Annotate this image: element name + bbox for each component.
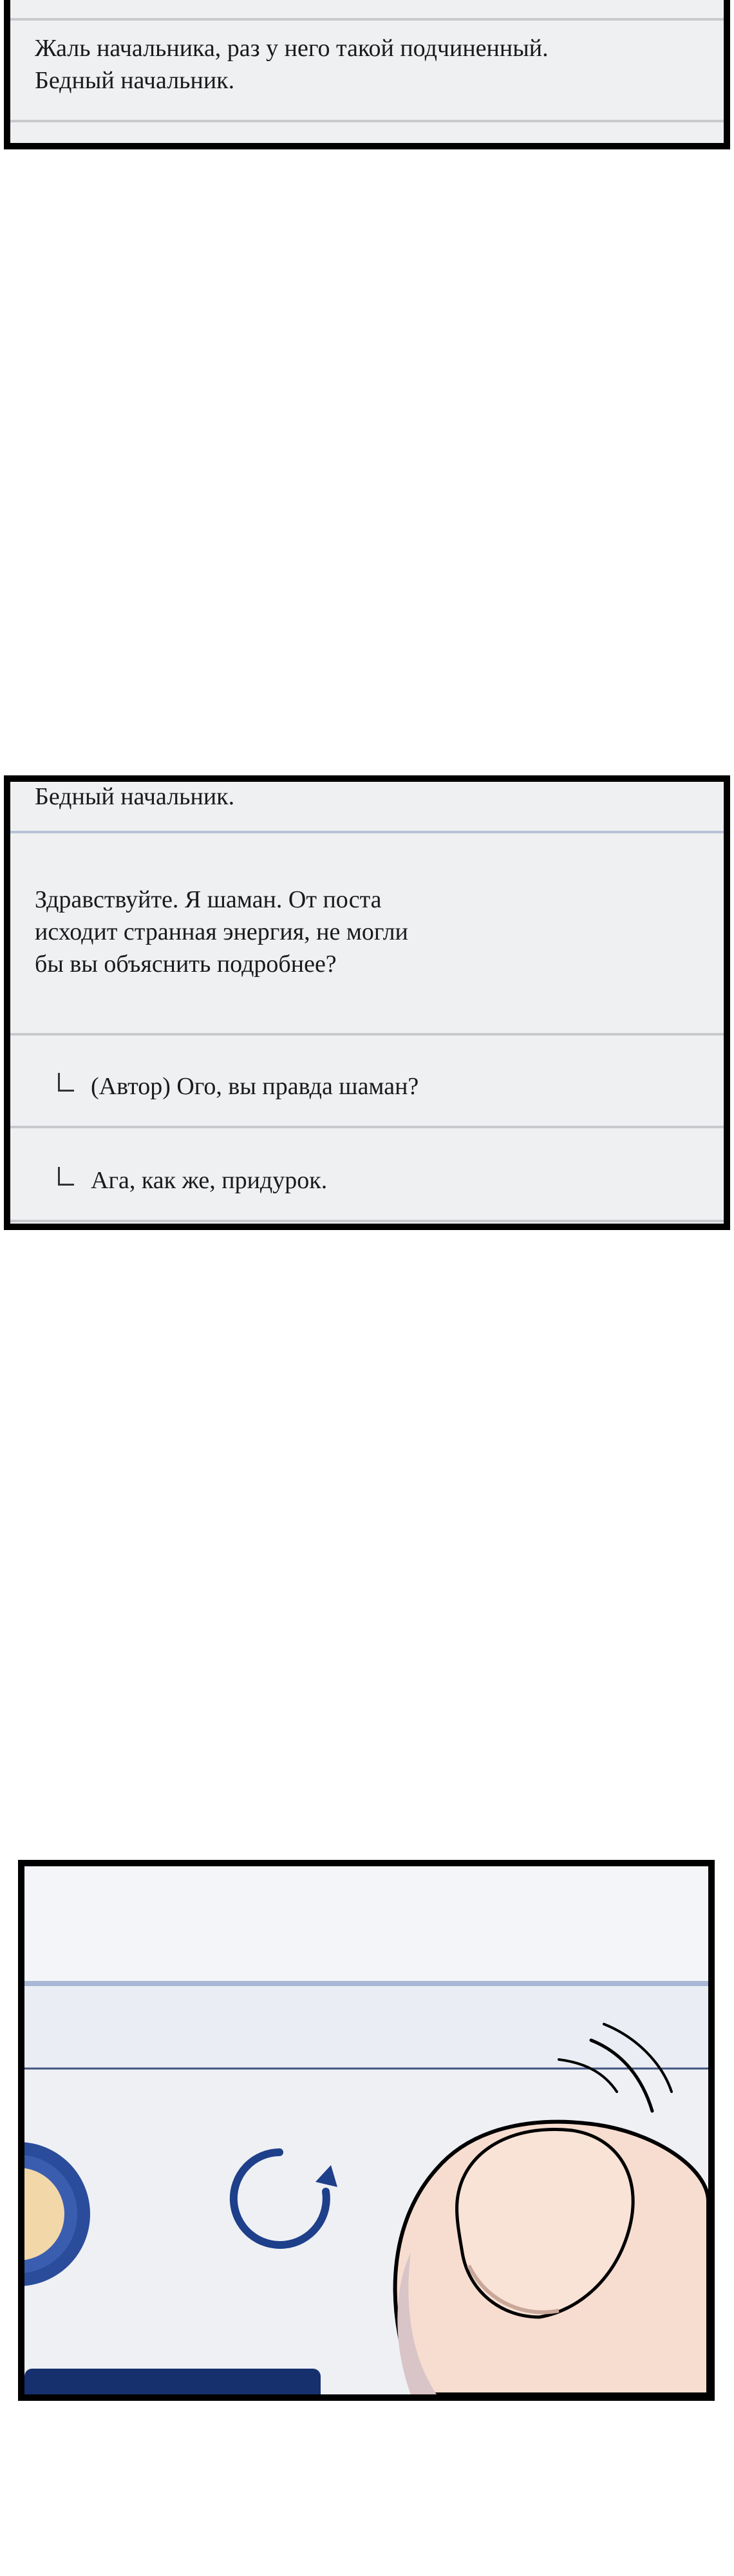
comment-separator [10,1126,724,1128]
reply-arrow-icon [58,1073,74,1092]
comment-separator [10,18,724,21]
comment-separator [10,120,724,122]
bottom-button [24,2369,321,2394]
reply-item [58,1164,327,1197]
comment-separator [10,1220,724,1222]
comment-text-line1: Жаль начальника, раз у него такой подчиненный. [35,35,549,62]
comment-text-line2: Бедный начальник. [35,67,235,94]
reply-text: Ага, как же, придурок. [91,1167,328,1194]
comment-separator [10,831,724,833]
reply-item-author [58,1070,419,1103]
comic-panel-3 [18,1860,715,2401]
comment-text: Здравствуйте. Я шаман. От поста исходит странная энергия, не могли бы вы объяснить подробнее? [35,886,408,978]
closeup-illustration [24,1866,708,2394]
comic-panel-1 [4,0,730,149]
reply-arrow-icon [58,1167,74,1186]
header-bar-line [24,1981,708,1986]
comment-separator [10,1033,724,1036]
comic-panel-2 [4,775,730,1230]
comment-cut-text: Бедный начальник. [35,783,235,810]
reply-text: (Автор) Ого, вы правда шаман? [91,1073,419,1100]
